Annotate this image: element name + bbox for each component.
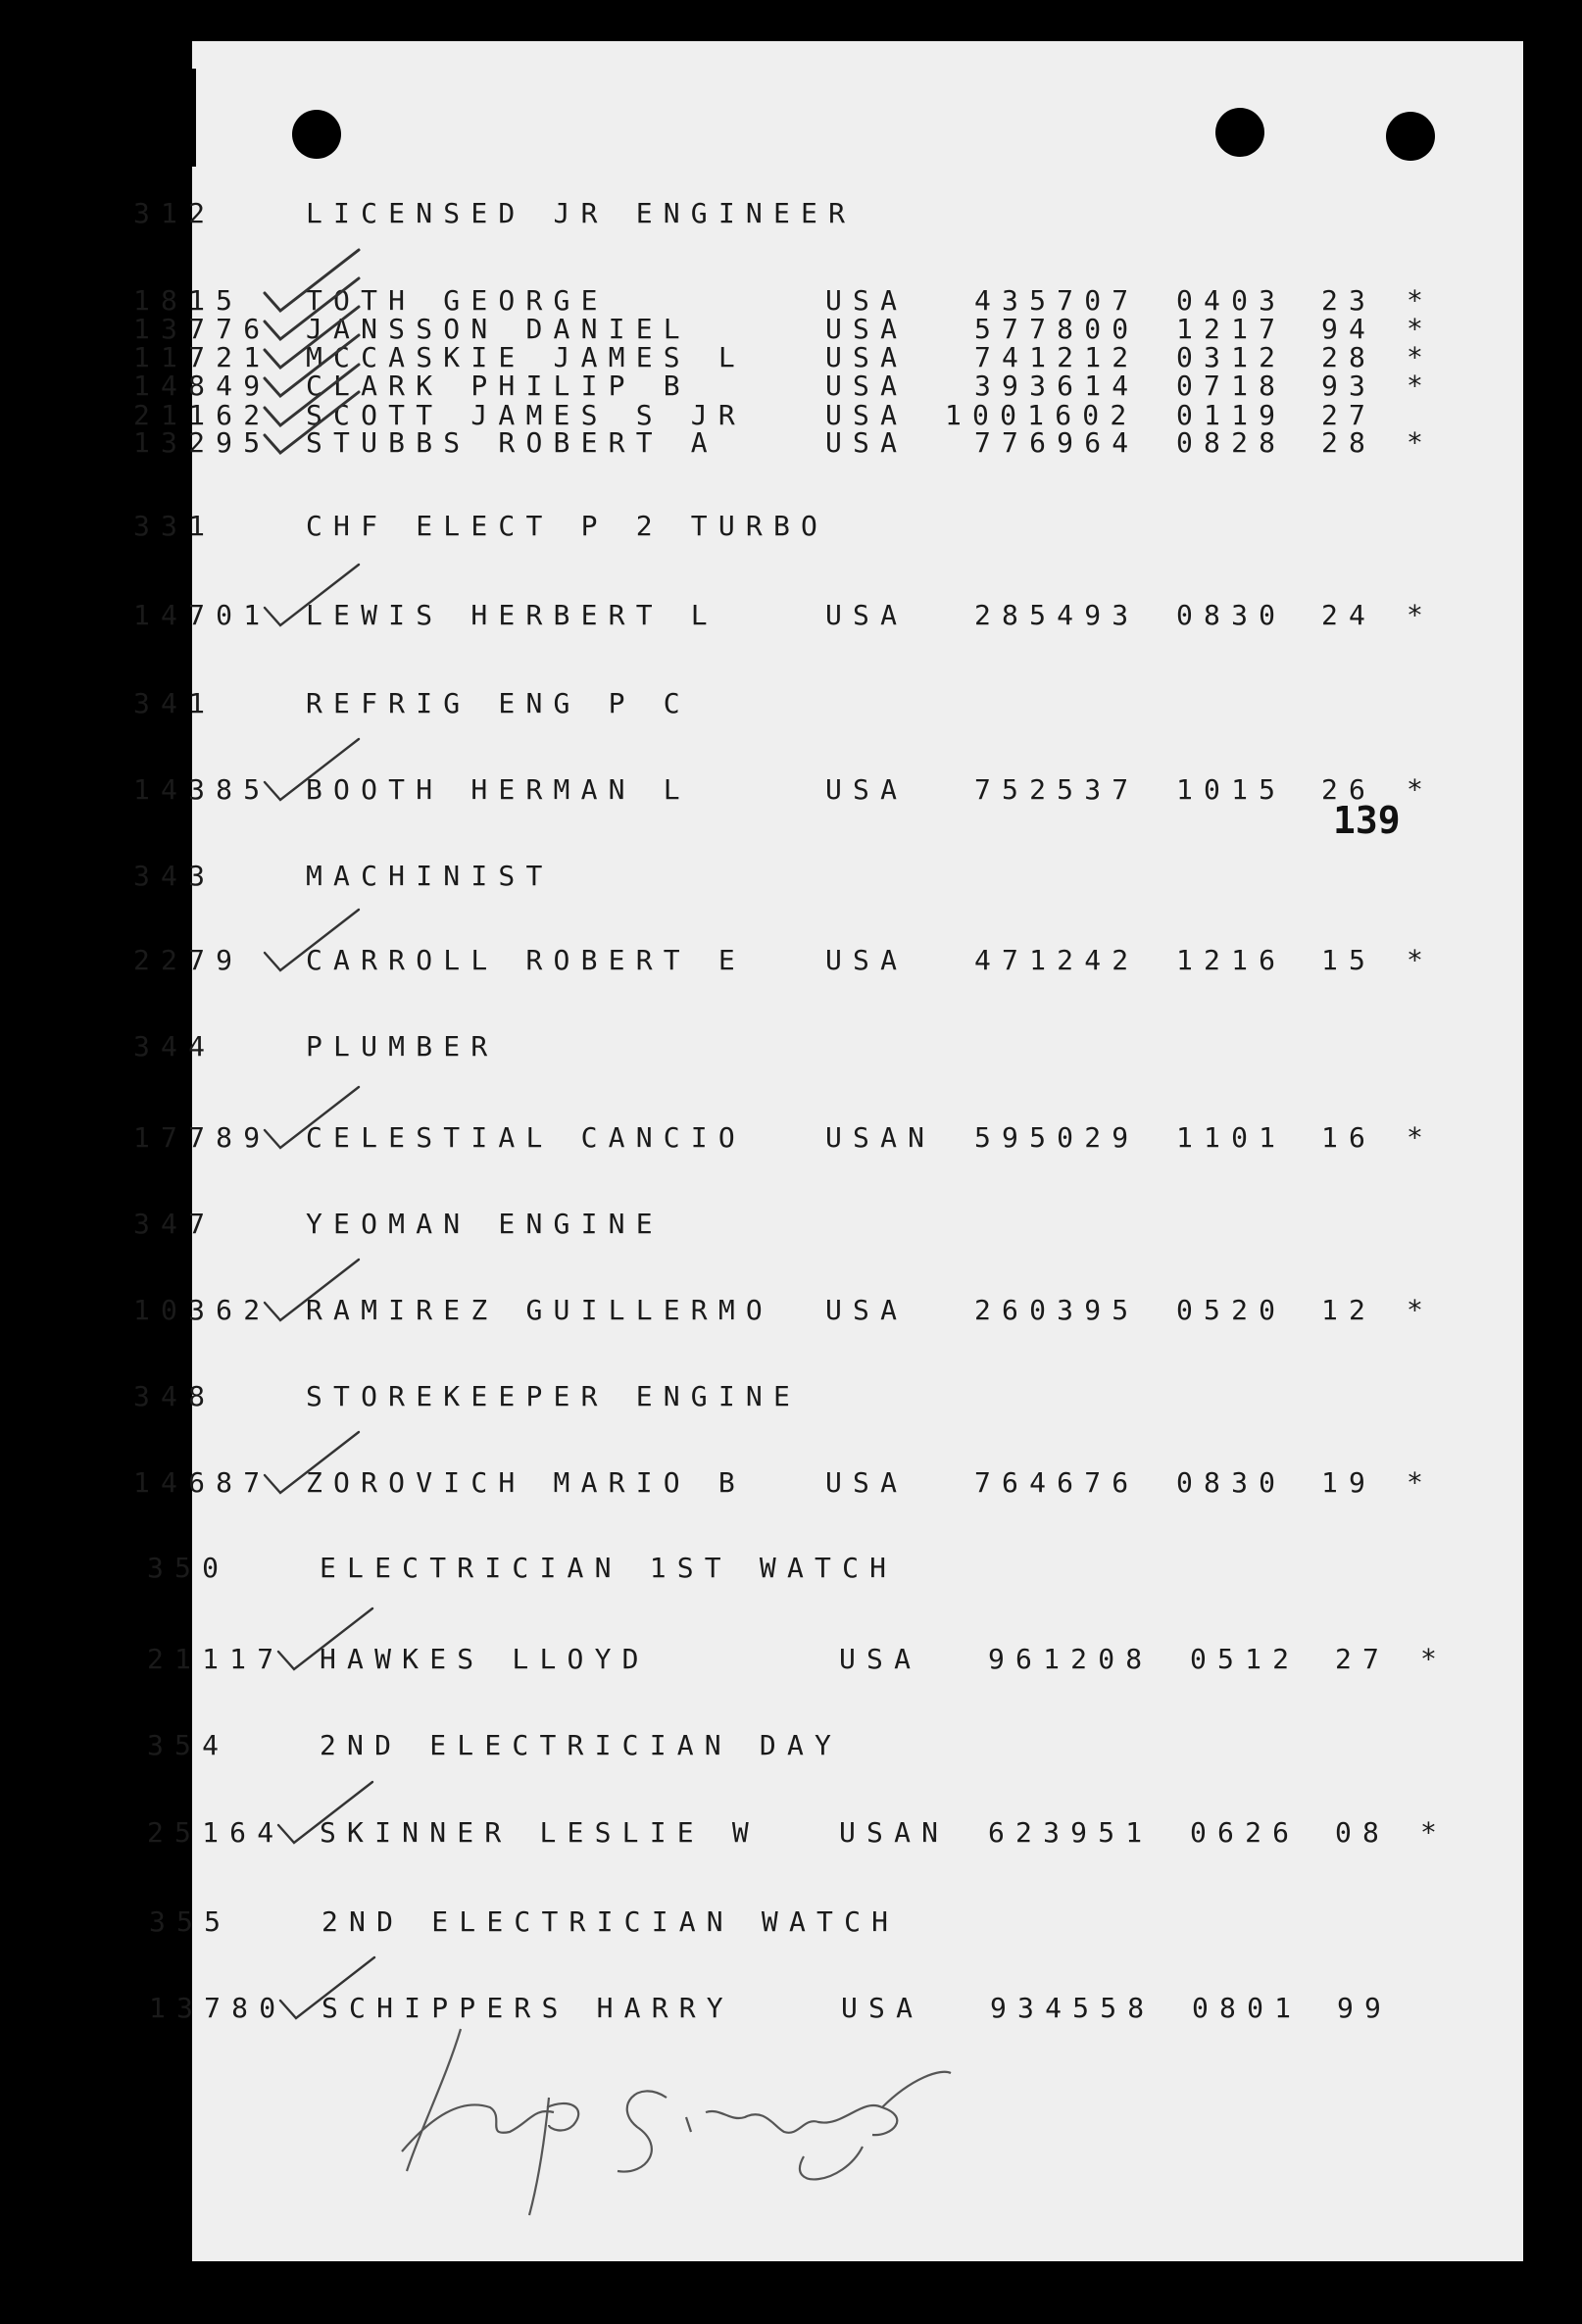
crew-nationality: USA	[825, 1466, 909, 1499]
checkmark-icon	[265, 739, 359, 800]
crew-date: 0312	[1176, 341, 1287, 373]
crew-nationality: USA	[825, 1294, 909, 1326]
crew-number: 393614	[974, 370, 1140, 402]
crew-id: 14701	[133, 599, 272, 631]
crew-nationality: USA	[825, 313, 909, 345]
rating-title: REFRIG ENG P C	[306, 687, 691, 719]
crew-mark: *	[1407, 1294, 1435, 1326]
crew-nationality: USAN	[825, 1121, 936, 1154]
crew-id: 14385	[133, 773, 272, 806]
crew-id: 13780	[149, 1992, 287, 2024]
crew-mark: *	[1407, 370, 1435, 402]
crew-name: CARROLL ROBERT E	[306, 944, 746, 976]
crew-number: 741212	[974, 341, 1140, 373]
crew-mark: *	[1407, 426, 1435, 459]
rating-title: LICENSED JR ENGINEER	[306, 197, 857, 229]
crew-number: 934558	[990, 1992, 1156, 2024]
crew-id: 10362	[133, 1294, 272, 1326]
rating-title: MACHINIST	[306, 860, 554, 892]
signature-drawing	[402, 2029, 951, 2215]
crew-mark: *	[1407, 1466, 1435, 1499]
checkmark-icon	[278, 1782, 372, 1843]
rating-code: 355	[149, 1905, 232, 1938]
crew-name: SCOTT JAMES S JR	[306, 399, 746, 431]
rating-code: 312	[133, 197, 217, 229]
crew-number: 595029	[974, 1121, 1140, 1154]
crew-name: SKINNER LESLIE W	[320, 1816, 760, 1849]
rating-code: 347	[133, 1208, 217, 1240]
rating-code: 344	[133, 1030, 217, 1063]
crew-nationality: USA	[825, 426, 909, 459]
checkmark-icon	[265, 250, 359, 311]
rating-code: 348	[133, 1380, 217, 1412]
crew-id: 21117	[147, 1643, 285, 1675]
crew-age: 94	[1321, 313, 1377, 345]
crew-nationality: USA	[825, 773, 909, 806]
crew-number: 776964	[974, 426, 1140, 459]
crew-age: 15	[1321, 944, 1377, 976]
crew-mark: *	[1420, 1816, 1449, 1849]
checkmark-icon	[265, 565, 359, 625]
crew-nationality: USA	[825, 399, 909, 431]
checkmark-icon	[265, 1260, 359, 1320]
crew-name: TOTH GEORGE	[306, 284, 609, 317]
crew-id: 14849	[133, 370, 272, 402]
crew-mark: *	[1407, 341, 1435, 373]
crew-number: 752537	[974, 773, 1140, 806]
crew-age: 27	[1321, 399, 1377, 431]
crew-number: 961208	[988, 1643, 1154, 1675]
crew-age: 12	[1321, 1294, 1377, 1326]
crew-date: 1015	[1176, 773, 1287, 806]
crew-name: CLARK PHILIP B	[306, 370, 691, 402]
crew-number: 435707	[974, 284, 1140, 317]
rating-title: ELECTRICIAN 1ST WATCH	[320, 1552, 898, 1584]
crew-id: 21162	[133, 399, 272, 431]
crew-date: 0830	[1176, 1466, 1287, 1499]
crew-nationality: USA	[825, 944, 909, 976]
crew-name: ZOROVICH MARIO B	[306, 1466, 746, 1499]
crew-nationality: USA	[825, 341, 909, 373]
crew-mark: *	[1407, 284, 1435, 317]
rating-title: PLUMBER	[306, 1030, 499, 1063]
crew-mark: *	[1407, 599, 1435, 631]
crew-mark: *	[1407, 944, 1435, 976]
crew-age: 08	[1335, 1816, 1391, 1849]
crew-date: 0801	[1192, 1992, 1303, 2024]
crew-date: 1217	[1176, 313, 1287, 345]
crew-name: JANSSON DANIEL	[306, 313, 691, 345]
crew-id: 11721	[133, 341, 272, 373]
checkmark-icon	[265, 1087, 359, 1148]
crew-name: HAWKES LLOYD	[320, 1643, 650, 1675]
crew-age: 24	[1321, 599, 1377, 631]
crew-mark: *	[1407, 313, 1435, 345]
rating-title: STOREKEEPER ENGINE	[306, 1380, 802, 1412]
crew-id: 14687	[133, 1466, 272, 1499]
crew-name: SCHIPPERS HARRY	[321, 1992, 734, 2024]
page-number-stamp: 139	[1333, 799, 1401, 842]
crew-number: 764676	[974, 1466, 1140, 1499]
crew-date: 0718	[1176, 370, 1287, 402]
crew-nationality: USAN	[839, 1816, 950, 1849]
checkmark-icon	[280, 1957, 374, 2018]
crew-date: 0512	[1190, 1643, 1301, 1675]
crew-id: 17789	[133, 1121, 272, 1154]
rating-title: CHF ELECT P 2 TURBO	[306, 510, 829, 542]
crew-mark: *	[1407, 773, 1435, 806]
crew-age: 28	[1321, 341, 1377, 373]
crew-nationality: USA	[825, 599, 909, 631]
crew-date: 1101	[1176, 1121, 1287, 1154]
crew-age: 19	[1321, 1466, 1377, 1499]
crew-age: 23	[1321, 284, 1377, 317]
rating-title: 2ND ELECTRICIAN DAY	[320, 1729, 843, 1761]
rating-code: 331	[133, 510, 217, 542]
crew-mark: *	[1420, 1643, 1449, 1675]
crew-age: 28	[1321, 426, 1377, 459]
rating-code: 341	[133, 687, 217, 719]
crew-nationality: USA	[825, 284, 909, 317]
crew-number: 577800	[974, 313, 1140, 345]
crew-age: 93	[1321, 370, 1377, 402]
crew-id: 25164	[147, 1816, 285, 1849]
crew-date: 0520	[1176, 1294, 1287, 1326]
crew-mark: *	[1407, 1121, 1435, 1154]
crew-date: 1216	[1176, 944, 1287, 976]
crew-age: 16	[1321, 1121, 1377, 1154]
crew-number: 285493	[974, 599, 1140, 631]
crew-name: LEWIS HERBERT L	[306, 599, 718, 631]
crew-id: 2279	[133, 944, 244, 976]
crew-number: 471242	[974, 944, 1140, 976]
rating-code: 343	[133, 860, 217, 892]
crew-date: 0626	[1190, 1816, 1301, 1849]
crew-name: STUBBS ROBERT A	[306, 426, 718, 459]
rating-title: YEOMAN ENGINE	[306, 1208, 664, 1240]
crew-name: MCCASKIE JAMES L	[306, 341, 746, 373]
crew-date: 0828	[1176, 426, 1287, 459]
crew-nationality: USA	[825, 370, 909, 402]
checkmark-icon	[265, 1432, 359, 1493]
crew-name: BOOTH HERMAN L	[306, 773, 691, 806]
crew-nationality: USA	[839, 1643, 922, 1675]
crew-id: 13776	[133, 313, 272, 345]
rating-code: 354	[147, 1729, 230, 1761]
crew-age: 27	[1335, 1643, 1391, 1675]
crew-number: 260395	[974, 1294, 1140, 1326]
checkmark-icon	[265, 910, 359, 970]
crew-date: 0119	[1176, 399, 1287, 431]
crew-name: RAMIREZ GUILLERMO	[306, 1294, 773, 1326]
checkmark-icon	[278, 1608, 372, 1669]
rating-code: 350	[147, 1552, 230, 1584]
crew-nationality: USA	[841, 1992, 924, 2024]
crew-name: CELESTIAL CANCIO	[306, 1121, 746, 1154]
crew-id: 1815	[133, 284, 244, 317]
rating-title: 2ND ELECTRICIAN WATCH	[321, 1905, 900, 1938]
crew-number: 623951	[988, 1816, 1154, 1849]
crew-age: 99	[1337, 1992, 1393, 2024]
crew-date: 0830	[1176, 599, 1287, 631]
crew-id: 13295	[133, 426, 272, 459]
crew-date: 0403	[1176, 284, 1287, 317]
crew-age: 26	[1321, 773, 1377, 806]
crew-number: 1001602	[945, 399, 1138, 431]
